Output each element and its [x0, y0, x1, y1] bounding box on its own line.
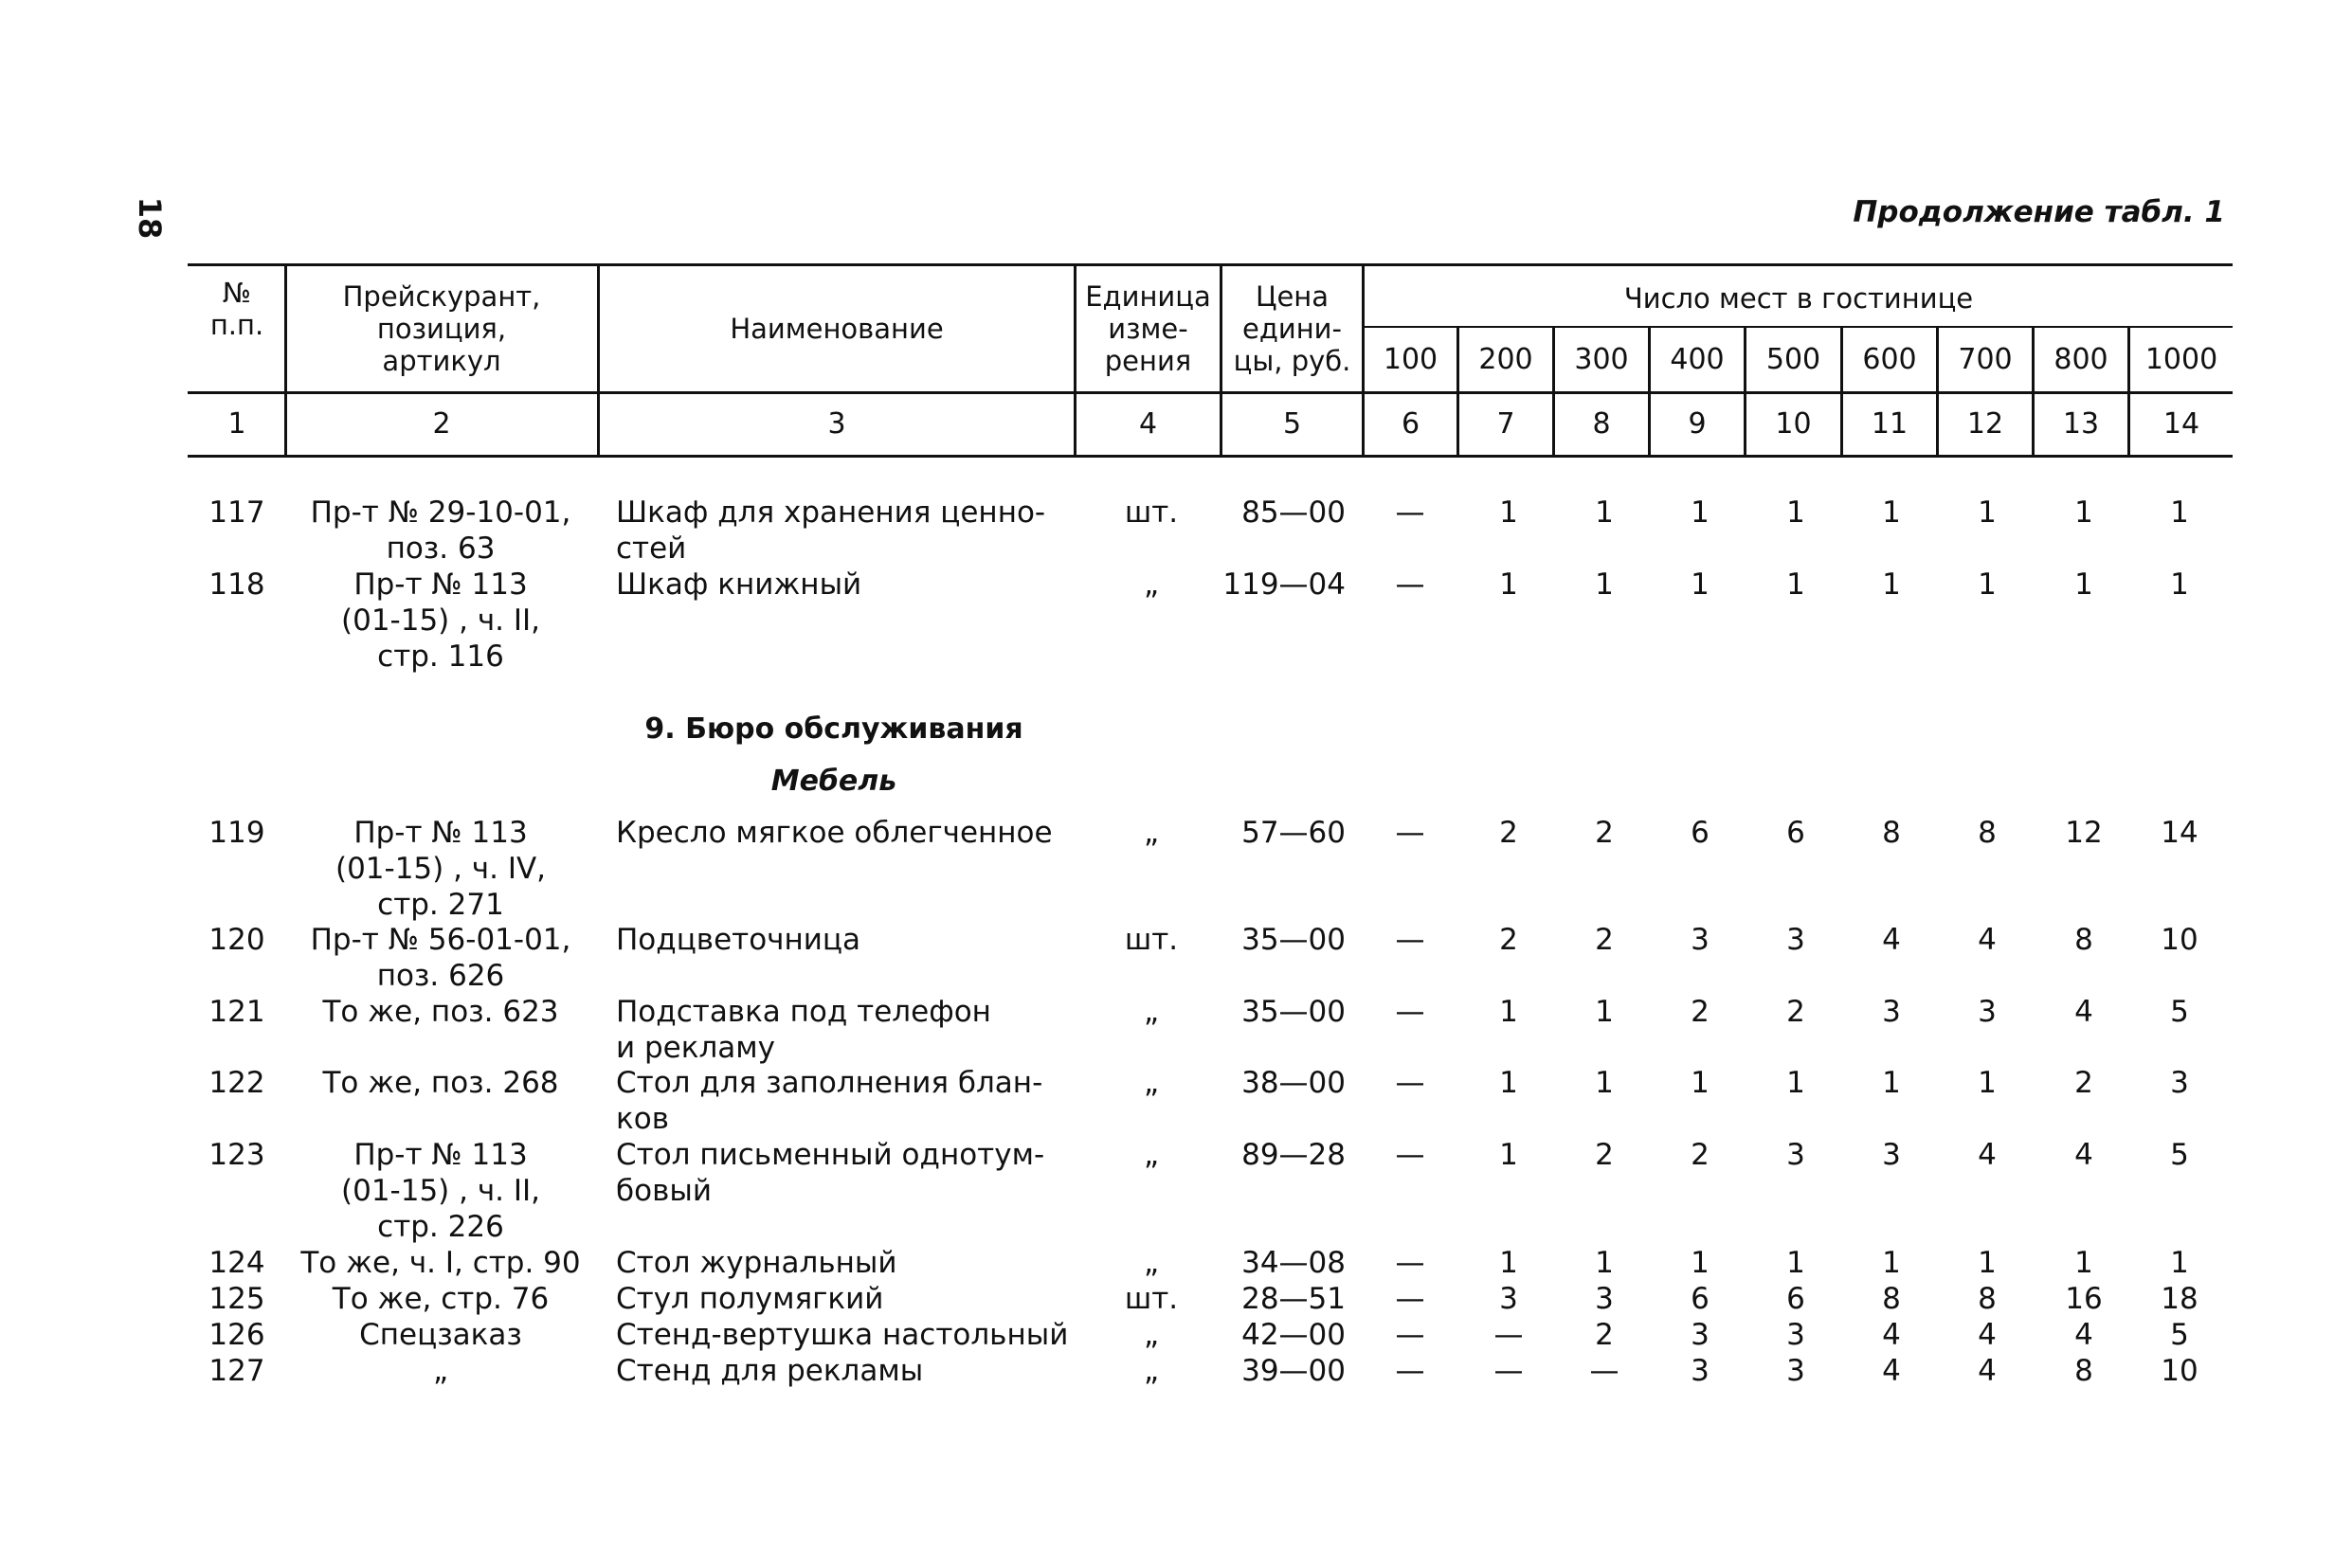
row-qty-1000: 3	[2170, 1066, 2189, 1100]
ref-line: стр. 271	[377, 888, 504, 922]
name-line: Стол журнальный	[616, 1246, 897, 1280]
row-qty-100: —	[1395, 1066, 1425, 1100]
row-qty-200: 2	[1499, 923, 1518, 957]
row-unit: шт.	[1124, 923, 1179, 957]
row-qty-400: 1	[1691, 568, 1710, 602]
row-qty-700: 4	[1978, 1354, 1997, 1388]
row-qty-400: 6	[1691, 1282, 1710, 1316]
row-unit: „	[1143, 816, 1160, 850]
row-qty-100: —	[1395, 1318, 1425, 1352]
row-unit: „	[1143, 568, 1160, 602]
row-price: 57—60	[1241, 816, 1346, 850]
row-qty-1000: 18	[2161, 1282, 2198, 1316]
row-price: 39—00	[1241, 1354, 1346, 1388]
row-qty-100: —	[1395, 816, 1425, 850]
row-qty-800: 1	[2074, 1246, 2093, 1280]
ref-line: То же, стр. 76	[332, 1282, 550, 1316]
row-number: 127	[208, 1354, 265, 1388]
name-line: стей	[616, 532, 687, 566]
ref-line: То же, ч. I, стр. 90	[300, 1246, 581, 1280]
column-number: 14	[2162, 407, 2200, 441]
ref-line: (01-15) , ч. II,	[341, 1174, 540, 1208]
row-name	[616, 922, 1071, 958]
row-unit: шт.	[1124, 496, 1179, 530]
row-qty-1000: 1	[2170, 1246, 2189, 1280]
row-name	[616, 1065, 1071, 1137]
row-qty-100: —	[1395, 995, 1425, 1029]
row-qty-500: 3	[1786, 1138, 1805, 1172]
header-line: артикул	[382, 345, 501, 377]
column-number: 10	[1775, 407, 1812, 441]
header-col-price	[1222, 280, 1362, 377]
row-qty-1000: 14	[2161, 816, 2198, 850]
row-qty-200: 3	[1499, 1282, 1518, 1316]
row-qty-300: 1	[1595, 1066, 1614, 1100]
header-col-price-list	[286, 280, 597, 377]
name-line: Подцветочница	[616, 923, 861, 957]
row-qty-300: —	[1589, 1354, 1619, 1388]
header-capacity-500: 500	[1765, 343, 1821, 376]
row-qty-600: 1	[1882, 1066, 1901, 1100]
column-number: 12	[1966, 407, 2004, 441]
row-number: 117	[208, 496, 265, 530]
row-qty-300: 1	[1595, 995, 1614, 1029]
row-qty-400: 2	[1691, 995, 1710, 1029]
header-col-number	[190, 277, 284, 341]
row-number: 122	[208, 1066, 265, 1100]
row-qty-700: 1	[1978, 496, 1997, 530]
row-qty-400: 3	[1691, 923, 1710, 957]
row-qty-500: 3	[1786, 1318, 1805, 1352]
header-capacity-300: 300	[1574, 343, 1629, 376]
column-numbers-rule	[188, 455, 2233, 458]
row-qty-300: 2	[1595, 816, 1614, 850]
ref-line: поз. 63	[386, 532, 496, 566]
row-qty-600: 4	[1882, 1318, 1901, 1352]
header-line: №	[222, 277, 252, 309]
row-price: 42—00	[1241, 1318, 1346, 1352]
header-rule	[188, 391, 2233, 394]
ref-line: (01-15) , ч. II,	[341, 604, 540, 638]
row-qty-500: 1	[1786, 1066, 1805, 1100]
name-line: Стенд для рекламы	[616, 1354, 924, 1388]
row-qty-600: 8	[1882, 816, 1901, 850]
row-name	[616, 1353, 1071, 1389]
ref-line: Пр-т № 113	[353, 816, 528, 850]
row-price-list-ref	[289, 1353, 592, 1389]
header-line: Прейскурант,	[342, 280, 541, 313]
column-number: 4	[1138, 407, 1158, 441]
row-price-list-ref	[289, 1317, 592, 1353]
row-qty-1000: 5	[2170, 995, 2189, 1029]
row-qty-100: —	[1395, 1246, 1425, 1280]
row-qty-100: —	[1395, 923, 1425, 957]
row-price-list-ref	[289, 815, 592, 923]
header-capacity-200: 200	[1478, 343, 1533, 376]
header-line: позиция,	[376, 313, 507, 345]
row-qty-100: —	[1395, 1354, 1425, 1388]
row-name	[616, 495, 1071, 567]
row-name	[616, 1281, 1071, 1317]
row-name	[616, 1137, 1071, 1209]
row-qty-200: —	[1493, 1354, 1524, 1388]
header-line: Цена	[1255, 280, 1330, 313]
header-line: рения	[1104, 345, 1192, 377]
row-qty-400: 3	[1691, 1354, 1710, 1388]
row-qty-1000: 1	[2170, 568, 2189, 602]
row-price: 89—28	[1241, 1138, 1346, 1172]
row-price-list-ref	[289, 1137, 592, 1245]
column-number: 13	[2062, 407, 2100, 441]
row-qty-700: 8	[1978, 816, 1997, 850]
header-line: едини-	[1241, 313, 1342, 345]
name-line: ков	[616, 1102, 669, 1136]
row-qty-800: 2	[2074, 1066, 2093, 1100]
row-qty-100: —	[1395, 496, 1425, 530]
row-unit: „	[1143, 1066, 1160, 1100]
row-qty-100: —	[1395, 1282, 1425, 1316]
column-number: 11	[1871, 407, 1909, 441]
row-qty-1000: 10	[2161, 1354, 2198, 1388]
row-price: 28—51	[1241, 1282, 1346, 1316]
ref-line: Пр-т № 113	[353, 1138, 528, 1172]
row-qty-400: 2	[1691, 1138, 1710, 1172]
header-capacity-800: 800	[2053, 343, 2108, 376]
name-line: Кресло мягкое облегченное	[616, 816, 1053, 850]
row-price: 119—04	[1222, 568, 1346, 602]
table-top-rule	[188, 263, 2233, 266]
row-qty-600: 4	[1882, 1354, 1901, 1388]
row-qty-800: 1	[2074, 496, 2093, 530]
row-qty-1000: 10	[2161, 923, 2198, 957]
row-qty-200: 1	[1499, 568, 1518, 602]
row-qty-500: 6	[1786, 816, 1805, 850]
row-qty-700: 4	[1978, 923, 1997, 957]
header-col-unit	[1076, 280, 1220, 377]
row-name	[616, 815, 1071, 851]
ref-line: Пр-т № 113	[353, 568, 528, 602]
row-price-list-ref	[289, 1245, 592, 1281]
row-qty-300: 1	[1595, 1246, 1614, 1280]
name-line: Шкаф для хранения ценно-	[616, 496, 1046, 530]
row-qty-1000: 5	[2170, 1138, 2189, 1172]
row-qty-300: 2	[1595, 1138, 1614, 1172]
row-price-list-ref	[289, 994, 592, 1030]
row-qty-600: 4	[1882, 923, 1901, 957]
column-number: 5	[1282, 407, 1302, 441]
row-qty-200: 1	[1499, 995, 1518, 1029]
row-qty-500: 1	[1786, 1246, 1805, 1280]
row-price: 38—00	[1241, 1066, 1346, 1100]
ref-line: стр. 116	[377, 640, 504, 674]
row-qty-500: 6	[1786, 1282, 1805, 1316]
row-qty-1000: 5	[2170, 1318, 2189, 1352]
row-price-list-ref	[289, 495, 592, 567]
ref-line: „	[432, 1354, 449, 1388]
row-qty-400: 1	[1691, 496, 1710, 530]
row-qty-800: 8	[2074, 923, 2093, 957]
capacity-group-rule	[1365, 326, 2233, 328]
header-capacity-700: 700	[1958, 343, 2013, 376]
row-qty-300: 1	[1595, 496, 1614, 530]
ref-line: Пр-т № 56-01-01,	[310, 923, 571, 957]
row-price: 85—00	[1241, 496, 1346, 530]
row-qty-600: 1	[1882, 568, 1901, 602]
header-capacity-600: 600	[1862, 343, 1917, 376]
row-price: 34—08	[1241, 1246, 1346, 1280]
row-qty-700: 1	[1978, 568, 1997, 602]
row-qty-700: 4	[1978, 1138, 1997, 1172]
ref-line: стр. 226	[377, 1210, 504, 1244]
row-qty-600: 1	[1882, 1246, 1901, 1280]
row-qty-400: 6	[1691, 816, 1710, 850]
row-qty-200: —	[1493, 1318, 1524, 1352]
row-unit: „	[1143, 1246, 1160, 1280]
row-qty-200: 2	[1499, 816, 1518, 850]
header-line: изме-	[1108, 313, 1188, 345]
row-price-list-ref	[289, 922, 592, 994]
ref-line: То же, поз. 623	[322, 995, 559, 1029]
row-name	[616, 1245, 1071, 1281]
row-qty-500: 3	[1786, 1354, 1805, 1388]
ref-line: Спецзаказ	[359, 1318, 522, 1352]
column-number: 6	[1401, 407, 1420, 441]
row-qty-800: 4	[2074, 1318, 2093, 1352]
name-line: Подставка под телефон	[616, 995, 991, 1029]
header-capacity-1000: 1000	[2144, 343, 2218, 376]
row-number: 123	[208, 1138, 265, 1172]
row-number: 126	[208, 1318, 265, 1352]
section-title: 9. Бюро обслуживания	[644, 712, 1023, 746]
row-number: 118	[208, 568, 265, 602]
row-qty-400: 3	[1691, 1318, 1710, 1352]
row-price-list-ref	[289, 567, 592, 675]
row-qty-100: —	[1395, 568, 1425, 602]
row-qty-200: 1	[1499, 1138, 1518, 1172]
row-unit: шт.	[1124, 1282, 1179, 1316]
row-qty-300: 2	[1595, 923, 1614, 957]
row-name	[616, 1317, 1071, 1353]
row-qty-200: 1	[1499, 496, 1518, 530]
row-qty-800: 4	[2074, 995, 2093, 1029]
column-number: 1	[227, 407, 246, 441]
row-price-list-ref	[289, 1065, 592, 1101]
header-line: п.п.	[209, 309, 264, 341]
row-name	[616, 994, 1071, 1066]
row-qty-800: 16	[2065, 1282, 2103, 1316]
row-qty-700: 4	[1978, 1318, 1997, 1352]
ref-line: (01-15) , ч. IV,	[335, 852, 547, 886]
row-price-list-ref	[289, 1281, 592, 1317]
row-qty-700: 8	[1978, 1282, 1997, 1316]
column-number: 9	[1688, 407, 1707, 441]
column-number: 8	[1592, 407, 1611, 441]
column-number: 3	[827, 407, 846, 441]
row-number: 119	[208, 816, 265, 850]
row-number: 121	[208, 995, 265, 1029]
table-caption: Продолжение табл. 1	[1853, 195, 2225, 229]
ref-line: поз. 626	[376, 959, 505, 993]
row-qty-600: 8	[1882, 1282, 1901, 1316]
column-number: 7	[1496, 407, 1515, 441]
row-qty-800: 8	[2074, 1354, 2093, 1388]
row-qty-300: 3	[1595, 1282, 1614, 1316]
row-qty-800: 4	[2074, 1138, 2093, 1172]
ref-line: Пр-т № 29-10-01,	[310, 496, 571, 530]
row-qty-200: 1	[1499, 1066, 1518, 1100]
row-number: 125	[208, 1282, 265, 1316]
row-qty-300: 2	[1595, 1318, 1614, 1352]
header-line: цы, руб.	[1233, 345, 1351, 377]
row-qty-600: 3	[1882, 1138, 1901, 1172]
row-qty-500: 1	[1786, 568, 1805, 602]
row-qty-700: 3	[1978, 995, 1997, 1029]
name-line: Стол письменный однотум-	[616, 1138, 1045, 1172]
page-number: 18	[132, 196, 168, 240]
row-unit: „	[1143, 1138, 1160, 1172]
name-line: и рекламу	[616, 1031, 776, 1065]
subsection-title: Мебель	[770, 765, 897, 798]
column-number: 2	[432, 407, 451, 441]
row-unit: „	[1143, 995, 1160, 1029]
header-capacity-group: Число мест в гостинице	[1623, 282, 1974, 315]
row-number: 124	[208, 1246, 265, 1280]
name-line: Шкаф книжный	[616, 568, 862, 602]
row-price: 35—00	[1241, 995, 1346, 1029]
row-qty-500: 3	[1786, 923, 1805, 957]
header-capacity-100: 100	[1383, 343, 1438, 376]
row-qty-700: 1	[1978, 1066, 1997, 1100]
row-qty-400: 1	[1691, 1246, 1710, 1280]
row-qty-100: —	[1395, 1138, 1425, 1172]
row-qty-500: 2	[1786, 995, 1805, 1029]
row-qty-800: 1	[2074, 568, 2093, 602]
row-qty-200: 1	[1499, 1246, 1518, 1280]
row-qty-600: 3	[1882, 995, 1901, 1029]
name-line: бовый	[616, 1174, 712, 1208]
ref-line: То же, поз. 268	[322, 1066, 559, 1100]
row-number: 120	[208, 923, 265, 957]
row-qty-700: 1	[1978, 1246, 1997, 1280]
header-capacity-400: 400	[1670, 343, 1725, 376]
row-qty-1000: 1	[2170, 496, 2189, 530]
header-col-name: Наименование	[730, 313, 944, 345]
name-line: Стенд-вертушка настольный	[616, 1318, 1069, 1352]
name-line: Стол для заполнения блан-	[616, 1066, 1043, 1100]
row-qty-800: 12	[2065, 816, 2103, 850]
row-unit: „	[1143, 1318, 1160, 1352]
row-qty-600: 1	[1882, 496, 1901, 530]
name-line: Стул полумягкий	[616, 1282, 884, 1316]
row-unit: „	[1143, 1354, 1160, 1388]
row-qty-400: 1	[1691, 1066, 1710, 1100]
row-qty-500: 1	[1786, 496, 1805, 530]
row-price: 35—00	[1241, 923, 1346, 957]
row-name	[616, 567, 1071, 603]
header-line: Единица	[1085, 280, 1211, 313]
row-qty-300: 1	[1595, 568, 1614, 602]
